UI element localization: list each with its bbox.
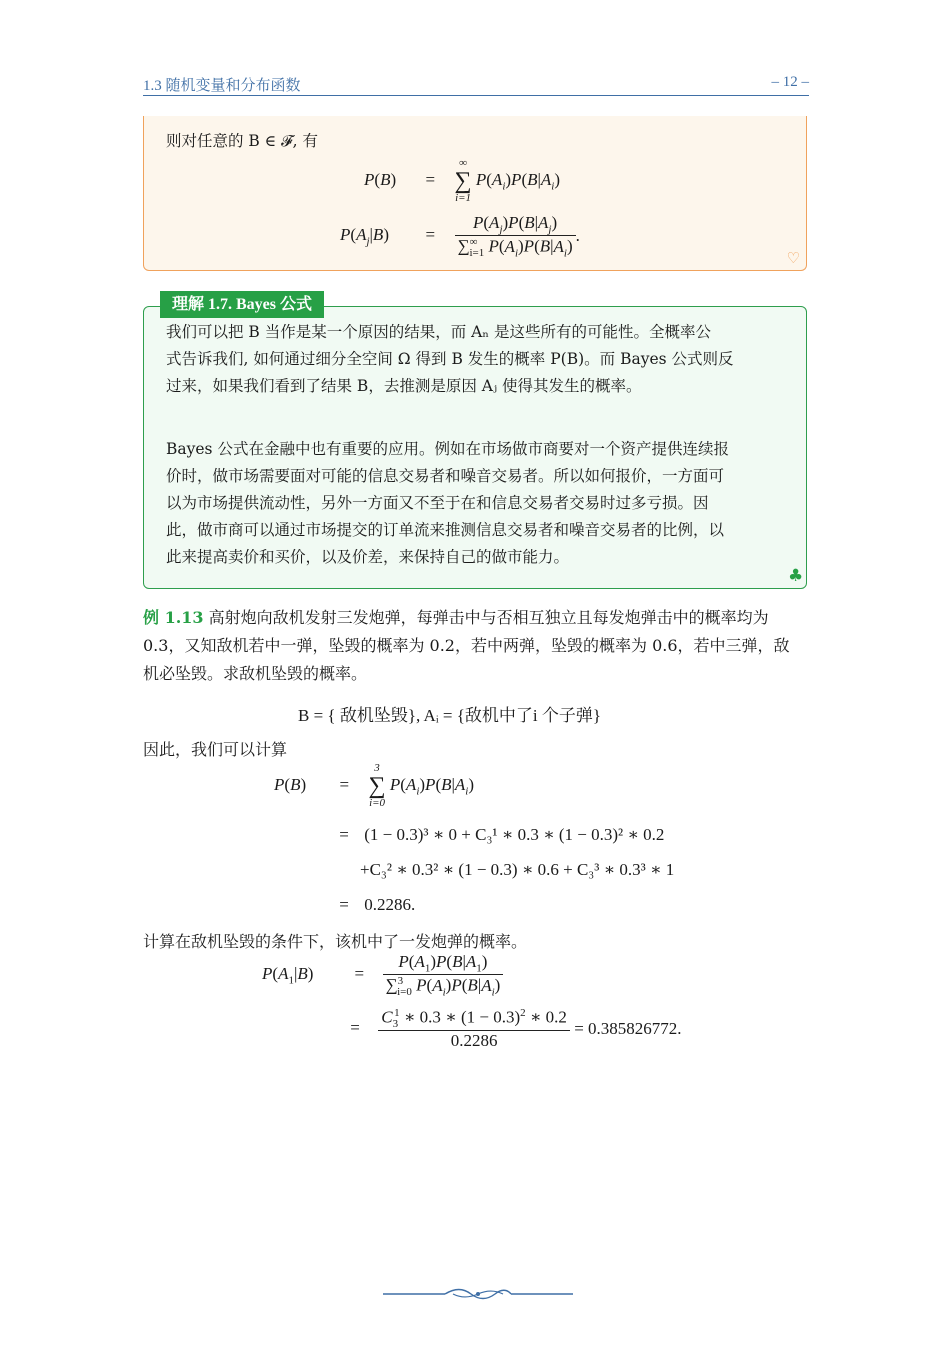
calc-line2-expr: (1 − 0.3)³ ∗ 0 + C₃¹ ∗ 0.3 ∗ (1 − 0.3)² ∗ 0.2 bbox=[364, 825, 665, 844]
condition-text: 计算在敌机坠毁的条件下，该机中了一发炮弹的概率。 bbox=[143, 932, 528, 951]
box2-p2-line2: 价时，做市场需要面对可能的信息交易者和噪音交易者。所以如何报价，一方面可 bbox=[166, 467, 725, 485]
example-line1 bbox=[143, 604, 769, 631]
understanding-title: 理解 1.7. Bayes 公式 bbox=[160, 291, 324, 318]
posterior-eq2: = $\frac{C_3^1 ∗ 0.3 ∗ (1 - 0.3)^2 ∗ 0.2}{0.2286}$ = 0.385826772. bbox=[350, 1007, 682, 1051]
heart-icon: ♡ bbox=[786, 249, 800, 267]
box2-p2-line3: 以为市场提供流动性，另外一方面又不至于在和信息交易者交易时过多亏损。因 bbox=[166, 494, 709, 512]
posterior-eq1: $P(A_1|B)$ = $\frac{P(A_1)P(B|A_1)}{\sum^3_{i=0} P(A_i)P(B|A_i)}$ bbox=[262, 952, 503, 998]
header-rule bbox=[143, 95, 809, 96]
section-title: 1.3 随机变量和分布函数 bbox=[143, 78, 301, 94]
calc-line3: +C₃² ∗ 0.3² ∗ (1 − 0.3) ∗ 0.6 + C₃³ ∗ 0.3³ ∗ 1 bbox=[360, 860, 675, 879]
footer-ornament-icon bbox=[383, 1286, 573, 1302]
box2-p1-line1: 我们可以把 B 当作是某一个原因的结果，而 Aₙ 是这些所有的可能性。全概率公 bbox=[166, 323, 711, 341]
therefore-text: 因此，我们可以计算 bbox=[143, 740, 288, 759]
calc-line1: P(B) = 3 ∑ i=0 $P(A_i)P(B|A_i)$ bbox=[274, 762, 475, 809]
example-label: 例 1.13 bbox=[143, 608, 204, 627]
calc-line2: = (1 − 0.3)³ ∗ 0 + C₃¹ ∗ 0.3 ∗ (1 − 0.3)² ∗ 0.2 bbox=[339, 825, 665, 844]
page-number: – 12 – bbox=[771, 74, 809, 90]
example-text-line2: 0.3，又知敌机若中一弹，坠毁的概率为 0.2，若中两弹，坠毁的概率为 0.6，若中三弹，敌 bbox=[143, 636, 790, 655]
example-text-line3: 机必坠毁。求敌机坠毁的概率。 bbox=[143, 664, 368, 683]
final-denominator: 0.2286 bbox=[450, 1031, 498, 1051]
box2-p2-line4: 此，做市商可以通过市场提交的订单流来推测信息交易者和噪音交易者的比例，以 bbox=[166, 521, 725, 539]
event-definition: B = { 敌机坠毁}, Aᵢ = {敌机中了i 个子弹} bbox=[298, 706, 601, 725]
club-icon: ♣ bbox=[788, 566, 804, 586]
box2-p2-line5: 此来提高卖价和买价，以及价差，来保持自己的做市能力。 bbox=[166, 548, 570, 566]
bayes-formula-eq: $P(A_j|B)$ = $\frac{P(A_j)P(B|A_j)}{\sum^\infty_{i=1} P(A_i)P(B|A_i)}$ . bbox=[340, 213, 580, 260]
box2-p2-line1: Bayes 公式在金融中也有重要的应用。例如在市场做市商要对一个资产提供连续报 bbox=[166, 440, 729, 458]
bayes-total-prob-eq: P(B) = ∞ ∑ i=1 $P(A_i)P(B|A_i)$ bbox=[364, 157, 561, 204]
example-text-line1: 高射炮向敌机发射三发炮弹，每弹击中与否相互独立且每发炮弹击中的概率均为 bbox=[208, 608, 769, 627]
box2-p1-line2: 式告诉我们, 如何通过细分全空间 Ω 得到 B 发生的概率 P(B)。而 Bayes 公式则反 bbox=[166, 350, 734, 368]
box2-p1-line3: 过来，如果我们看到了结果 B，去推测是原因 Aⱼ 使得其发生的概率。 bbox=[166, 377, 642, 395]
calc-line4: = 0.2286. bbox=[339, 895, 416, 914]
page-header bbox=[143, 74, 809, 94]
final-result: = 0.385826772. bbox=[574, 1019, 682, 1039]
calc-result: 0.2286. bbox=[364, 895, 416, 914]
box1-intro: 则对任意的 B ∈ 𝓕, 有 bbox=[166, 132, 318, 150]
